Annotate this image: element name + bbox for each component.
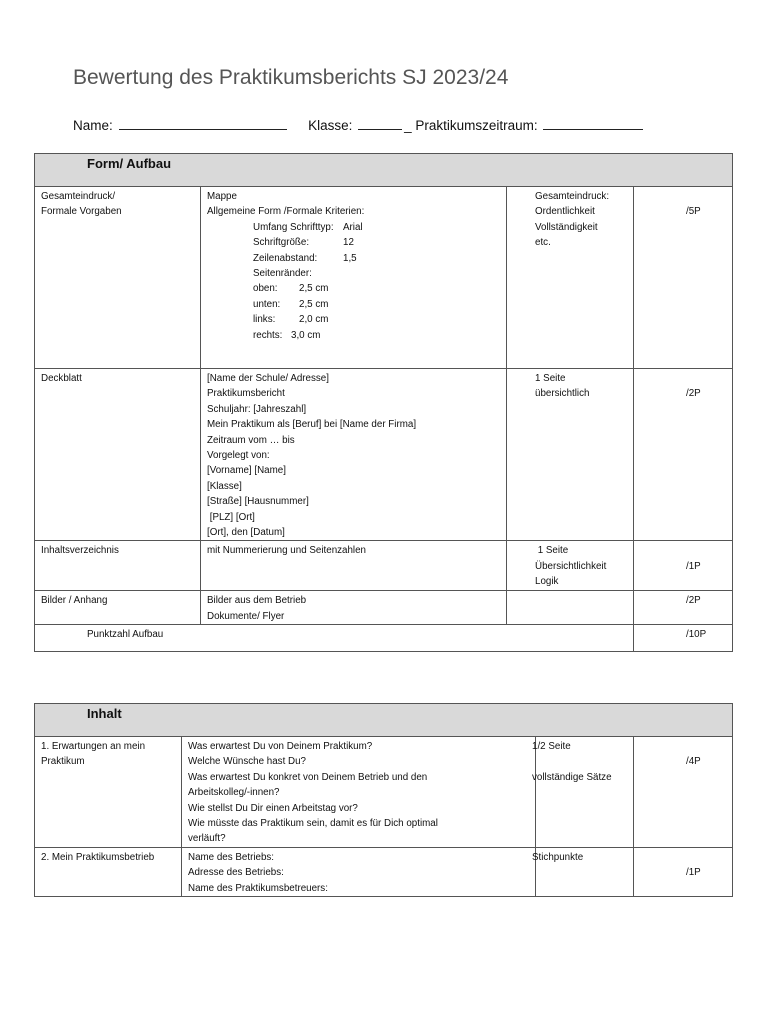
row-notes: Stichpunkte: [536, 847, 634, 896]
row-content: Bilder aus dem Betrieb Dokumente/ Flyer: [201, 591, 507, 625]
table-row: [35, 187, 733, 369]
row-notes: [507, 591, 634, 625]
row-points[interactable]: /4P: [634, 737, 733, 848]
document-title: Bewertung des Praktikumsberichts SJ 2023/24: [73, 66, 509, 89]
row-points[interactable]: /2P: [634, 591, 733, 625]
zeitraum-label: _ Praktikumszeitraum:: [404, 118, 538, 133]
row-label: Deckblatt: [35, 369, 201, 541]
inhalt-heading: Inhalt: [35, 704, 733, 737]
row-notes: 1/2 Seite vollständige Sätze: [536, 737, 634, 848]
zeitraum-field[interactable]: [543, 128, 643, 130]
table-row: [35, 541, 733, 591]
table-row: [35, 847, 733, 896]
table-row: [35, 591, 733, 625]
row-points[interactable]: /2P: [634, 369, 733, 541]
row-notes: 1 Seite übersichtlich: [507, 369, 634, 541]
table-row: [35, 369, 733, 541]
form-heading: Form/ Aufbau: [35, 154, 733, 187]
row-content: [Name der Schule/ Adresse] Praktikumsbericht Schuljahr: [Jahreszahl] Mein Praktikum als [Beruf] bei [Name der Firma] Zeitraum vom … bis Vorgelegt von: [Vorname] [Name] [Klasse] [Straße] [Hausnummer] [PLZ] [Ort] [Ort], den [Datum]: [201, 369, 507, 541]
row-points[interactable]: /1P: [634, 541, 733, 591]
total-row: [35, 625, 733, 652]
row-content: Was erwartest Du von Deinem Praktikum? Welche Wünsche hast Du? Was erwartest Du konkret von Deinem Betrieb und den Arbeitskolleg/-innen? Wie stellst Du Dir einen Arbeitstag vor? Wie müsste das Praktikum sein, damit es für Dich optimal verläuft?: [182, 737, 536, 848]
row-points[interactable]: /5P: [634, 187, 733, 369]
name-field[interactable]: [119, 128, 287, 130]
row-content: Name des Betriebs: Adresse des Betriebs: Name des Praktikumsbetreuers:: [182, 847, 536, 896]
form-table: [34, 153, 733, 652]
row-points[interactable]: /1P: [634, 847, 733, 896]
row-label: Bilder / Anhang: [35, 591, 201, 625]
name-label: Name:: [73, 118, 113, 133]
klasse-label: Klasse:: [308, 118, 353, 133]
inhalt-table: [34, 703, 733, 897]
total-label: Punktzahl Aufbau: [35, 625, 634, 652]
total-points[interactable]: /10P: [634, 625, 733, 652]
row-content: mit Nummerierung und Seitenzahlen: [201, 541, 507, 591]
student-info-row: [73, 118, 645, 133]
row-label: Inhaltsverzeichnis: [35, 541, 201, 591]
klasse-field[interactable]: [358, 128, 402, 130]
row-label: 1. Erwartungen an mein Praktikum: [35, 737, 182, 848]
row-content: Mappe Allgemeine Form /Formale Kriterien: Umfang Schrifttyp: Arial Schriftgröße: 12 Zeilenabstand: 1,5 Seitenränder: oben: 2,5 cm unten: 2,5 cm links: 2,0 cm rechts: 3,0 cm: [201, 187, 507, 369]
row-notes: 1 Seite Übersichtlichkeit Logik: [507, 541, 634, 591]
table-row: [35, 737, 733, 848]
row-notes: Gesamteindruck: Ordentlichkeit Vollständigkeit etc.: [507, 187, 634, 369]
row-label: Gesamteindruck/ Formale Vorgaben: [35, 187, 201, 369]
row-label: 2. Mein Praktikumsbetrieb: [35, 847, 182, 896]
